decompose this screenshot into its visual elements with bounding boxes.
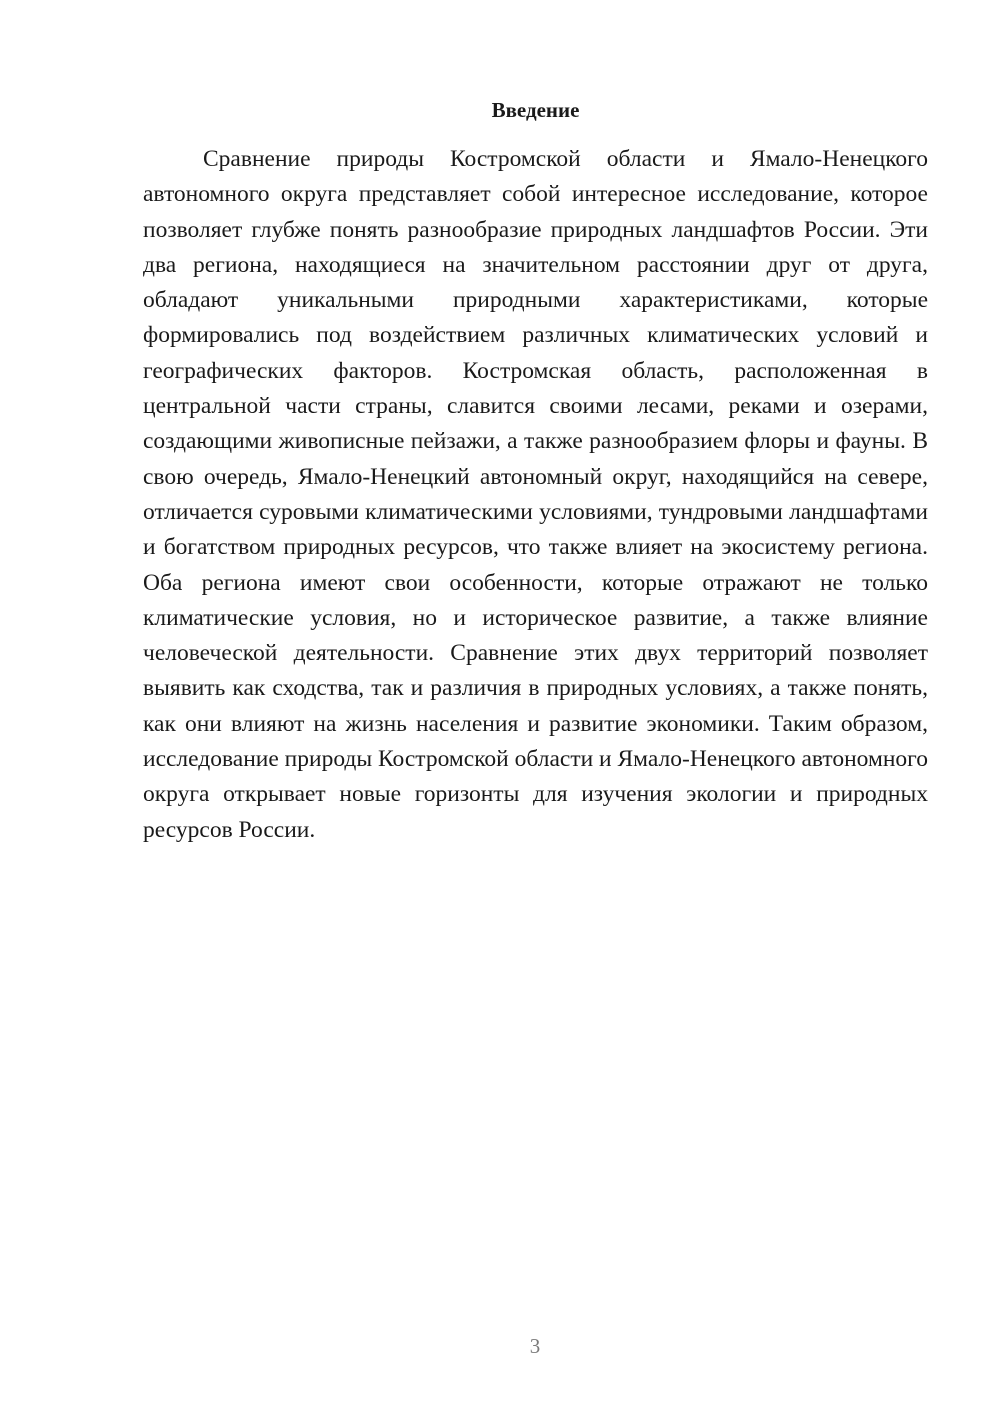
intro-paragraph: Сравнение природы Костромской области и Ямало-Ненецкого автономного округа представляет собой интересное исследование, которое позволяет глубже понять разнообразие природных ландшафтов России. Эти два региона, находящиеся на значительном расстоянии друг от друга, обладают уникальными природными характеристиками, которые формировались под воздействием различных климатических условий и географических факторов. Костромская область, расположенная в центральной части страны, славится своими лесами, реками и озерами, создающими живописные пейзажи, а также разнообразием флоры и фауны. В свою очередь, Ямало-Ненецкий автономный округ, находящийся на севере, отличается суровыми климатическими условиями, тундровыми ландшафтами и богатством природных ресурсов, что также влияет на экосистему региона. Оба региона имеют свои особенности, которые отражают не только климатические условия, но и историческое развитие, а также влияние человеческой деятельности. Сравнение этих двух территорий позволяет выявить как сходства, так и различия в природных условиях, а также понять, как они влияют на жизнь населения и развитие экономики. Таким образом, исследование природы Костромской области и Ямало-Ненецкого автономного округа открывает новые горизонты для изучения экологии и природных ресурсов России. — [143, 146, 928, 843]
section-heading: Введение — [491, 98, 580, 122]
page-number: 3 — [529, 1334, 541, 1358]
